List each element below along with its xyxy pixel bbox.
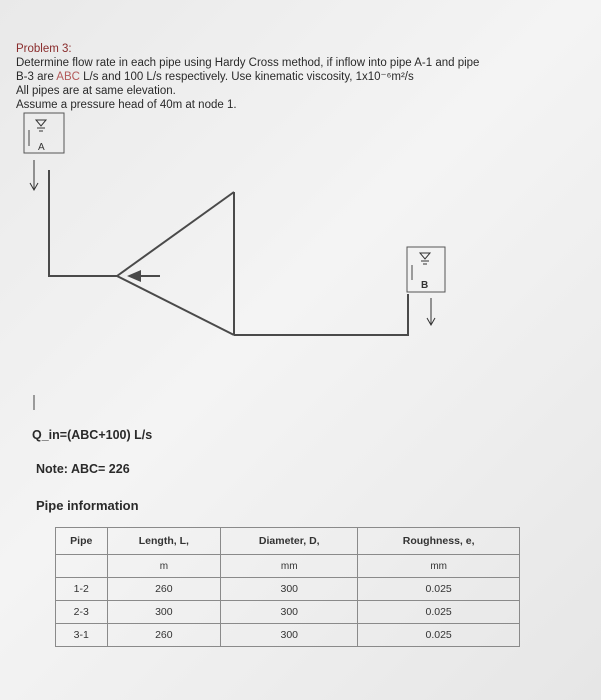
pipe-lines <box>49 170 408 335</box>
unit-length: m <box>107 555 221 578</box>
problem-line-2-end: L/s and 100 L/s respectively. Use kinematic viscosity, 1x10⁻⁶m²/s <box>79 71 414 83</box>
q-in-note: Q_in=(ABC+100) L/s <box>32 428 153 442</box>
inflow-arrow-a <box>30 160 38 190</box>
header-diameter: Diameter, D, <box>221 528 358 555</box>
cell-pipe: 3-1 <box>56 624 108 647</box>
node-a-label: A <box>38 142 45 153</box>
table-row <box>56 578 520 601</box>
problem-line-2 <box>16 70 591 84</box>
reservoir-b <box>407 247 445 292</box>
cell-roughness: 0.025 <box>358 578 520 601</box>
header-length: Length, L, <box>107 528 221 555</box>
cell-diameter: 300 <box>221 601 358 624</box>
unit-diameter: mm <box>221 555 358 578</box>
table-header-row <box>56 528 520 555</box>
side-marks <box>29 130 412 410</box>
cell-diameter: 300 <box>221 624 358 647</box>
cell-diameter: 300 <box>221 578 358 601</box>
abc-note: Note: ABC= 226 <box>36 462 130 476</box>
header-pipe: Pipe <box>56 528 108 555</box>
cell-roughness: 0.025 <box>358 601 520 624</box>
problem-line-1: Determine flow rate in each pipe using Hardy Cross method, if inflow into pipe A-1 and pipe <box>16 57 480 69</box>
outflow-arrow-b <box>427 298 435 325</box>
problem-line-4: Assume a pressure head of 40m at node 1. <box>16 99 237 111</box>
unit-pipe <box>56 555 108 578</box>
pipe-info-heading: Pipe information <box>36 498 139 513</box>
flow-arrow <box>127 270 160 282</box>
cell-roughness: 0.025 <box>358 624 520 647</box>
cell-pipe: 1-2 <box>56 578 108 601</box>
problem-line-3: All pipes are at same elevation. <box>16 85 176 97</box>
reservoir-a <box>24 113 64 153</box>
problem-line-2-start: B-3 are <box>16 71 57 83</box>
problem-statement <box>16 42 591 112</box>
unit-roughness: mm <box>358 555 520 578</box>
abc-highlight: ABC <box>56 71 80 83</box>
pipe-table <box>55 527 520 647</box>
problem-title: Problem 3: <box>16 43 72 55</box>
node-b-label: B <box>421 280 429 291</box>
table-unit-row <box>56 555 520 578</box>
table-row <box>56 601 520 624</box>
cell-pipe: 2-3 <box>56 601 108 624</box>
cell-length: 260 <box>107 624 221 647</box>
cell-length: 300 <box>107 601 221 624</box>
cell-length: 260 <box>107 578 221 601</box>
table-row <box>56 624 520 647</box>
header-roughness: Roughness, e, <box>358 528 520 555</box>
pipe-network-diagram <box>0 110 601 410</box>
